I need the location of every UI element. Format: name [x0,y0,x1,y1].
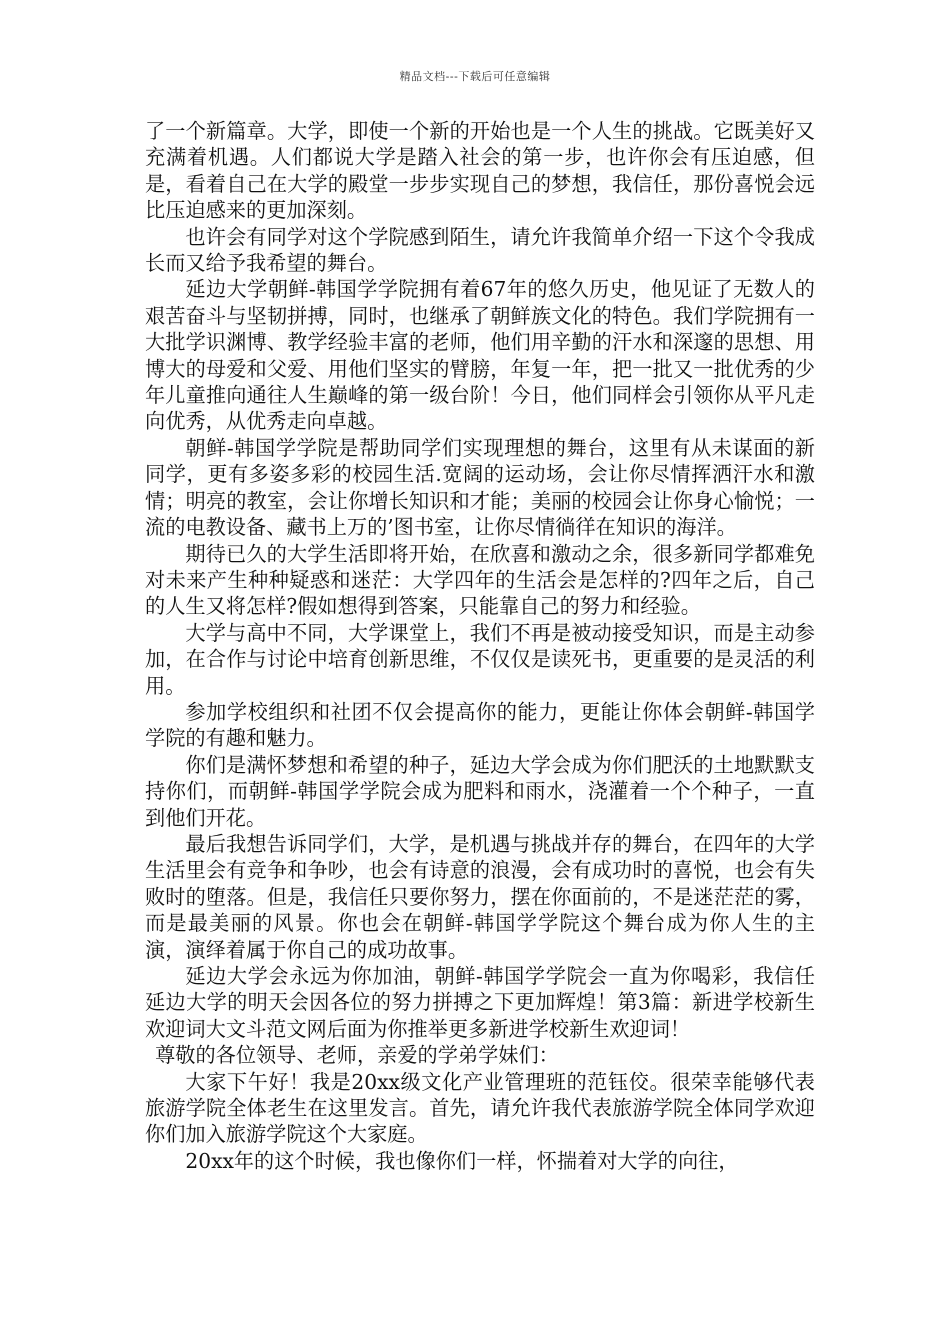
paragraph: 延边大学会永远为你加油，朝鲜-韩国学学院会一直为你喝彩，我信任延边大学的明天会因各位的努力拼搏之下更加辉煌！第3篇：新进学校新生欢迎词大文斗范文网后面为你推举更多新进学校新生欢迎词！ [145,964,815,1041]
paragraph: 大家下午好！我是20xx级文化产业管理班的范钰佼。很荣幸能够代表旅游学院全体老生在这里发言。首先，请允许我代表旅游学院全体同学欢迎你们加入旅游学院这个大家庭。 [145,1069,815,1147]
paragraph: 期待已久的大学生活即将开始，在欣喜和激动之余，很多新同学都难免对未来产生种种疑惑和迷茫：大学四年的生活会是怎样的?四年之后，自己的人生又将怎样?假如想得到答案，只能靠自己的努力和经验。 [145,541,815,619]
paragraph: 延边大学朝鲜-韩国学学院拥有着67年的悠久历史，他见证了无数人的艰苦奋斗与坚韧拼搏，同时，也继承了朝鲜族文化的特色。我们学院拥有一大批学识渊博、教学经验丰富的老师，他们用辛勤的汗水和深邃的思想、用博大的母爱和父爱、用他们坚实的臂膀，年复一年，把一批又一批优秀的少年儿童推向通往人生巅峰的第一级台阶！今日，他们同样会引领你从平凡走向优秀，从优秀走向卓越。 [145,277,815,434]
paragraph: 20xx年的这个时候，我也像你们一样，怀揣着对大学的向往， [185,1148,739,1173]
paragraph: 参加学校组织和社团不仅会提高你的能力，更能让你体会朝鲜-韩国学学院的有趣和魅力。 [145,699,815,751]
paragraph: 你们是满怀梦想和希望的种子，延边大学会成为你们肥沃的土地默默支持你们，而朝鲜-韩国学学院会成为肥料和雨水，浇灌着一个个种子，一直到他们开花。 [145,752,815,830]
paragraph: 了一个新篇章。大学，即使一个新的开始也是一个人生的挑战。它既美好又充满着机遇。人们都说大学是踏入社会的第一步，也许你会有压迫感，但是，看着自己在大学的殿堂一步步实现自己的梦想，我信任，那份喜悦会远比压迫感来的更加深刻。 [145,119,815,223]
page-header: 精品文档---下载后可任意编辑 [399,70,551,83]
salutation: 尊敬的各位领导、老师，亲爱的学弟学妹们： [155,1043,559,1068]
paragraph: 最后我想告诉同学们，大学，是机遇与挑战并存的舞台，在四年的大学生活里会有竞争和争吵，也会有诗意的浪漫，会有成功时的喜悦，也会有失败时的堕落。但是，我信任只要你努力，摆在你面前的，不是迷茫茫的雾，而是最美丽的风景。你也会在朝鲜-韩国学学院这个舞台成为你人生的主演，演绎着属于你自己的成功故事。 [145,831,815,962]
paragraph: 大学与高中不同，大学课堂上，我们不再是被动接受知识，而是主动参加，在合作与讨论中培育创新思维，不仅仅是读死书，更重要的是灵活的利用。 [145,620,815,698]
paragraph: 也许会有同学对这个学院感到陌生，请允许我简单介绍一下这个令我成长而又给予我希望的舞台。 [145,224,815,276]
paragraph: 朝鲜-韩国学学院是帮助同学们实现理想的舞台，这里有从未谋面的新同学，更有多姿多彩的校园生活.宽阔的运动场，会让你尽情挥洒汗水和激情；明亮的教室，会让你增长知识和才能；美丽的校园会让你身心愉悦；一流的电教设备、藏书上万的’图书室，让你尽情徜徉在知识的海洋。 [145,435,815,540]
document-body [145,118,815,1174]
